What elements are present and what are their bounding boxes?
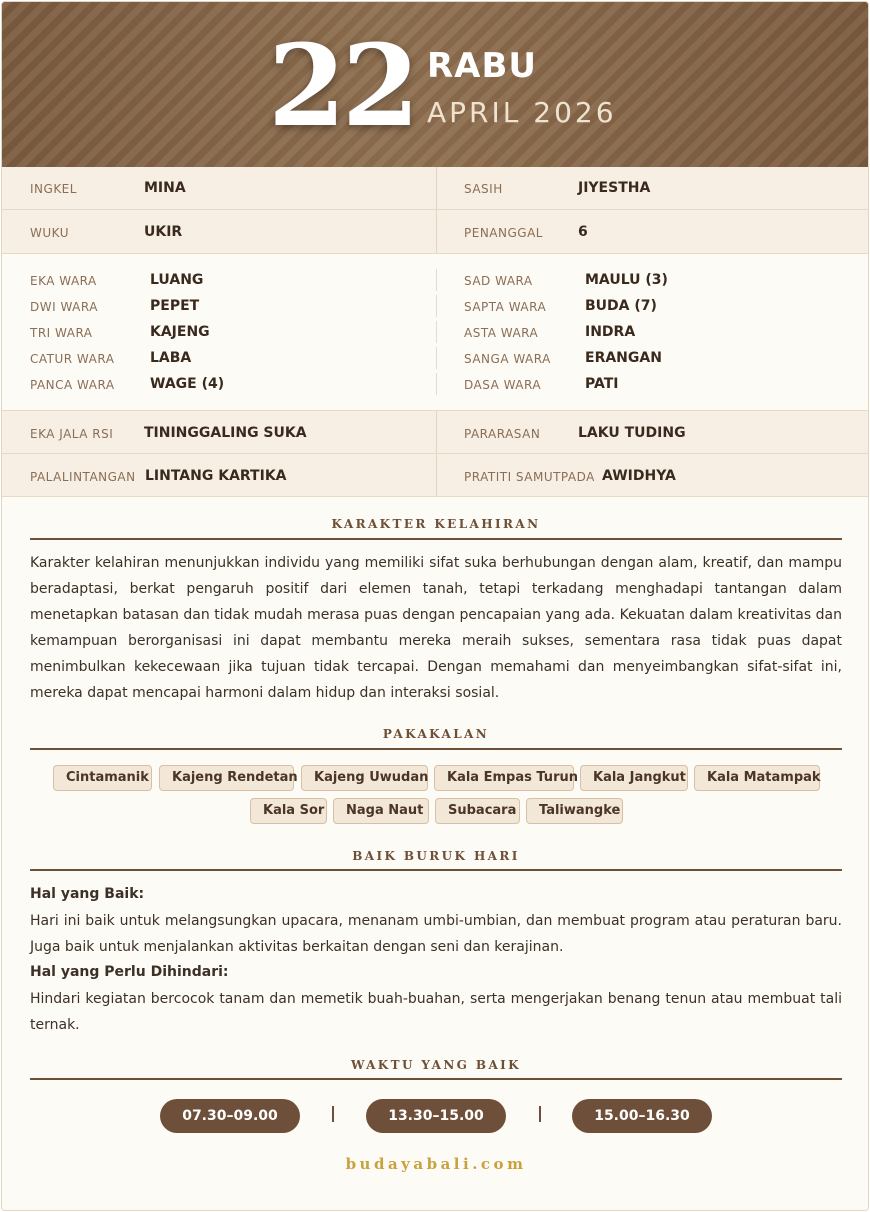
waktu-title: WAKTU YANG BAIK <box>350 1058 522 1072</box>
good-text: Hari ini baik untuk melangsungkan upacara, menanam umbi-umbian, dan membuat program atau peraturan baru. Juga baik untuk menjalankan aktivitas berkaitan dengan seni dan kerajinan. <box>30 913 842 955</box>
pakakalan-tag: Subacara <box>435 798 520 824</box>
wara-divider <box>436 321 437 343</box>
wara-value: PATI <box>585 376 619 392</box>
wara-value: ERANGAN <box>585 350 662 366</box>
palalintangan-label: PALALINTANGAN <box>30 470 136 484</box>
karakter-text: Karakter kelahiran menunjukkan individu yang memiliki sifat suka berhubungan dengan alam, kreatif, dan mampu beradaptasi, berkat pengaruh positif dari elemen tanah, tetapi terkadang menghadapi tantangan dalam menetapkan batasan dan tidak mudah merasa puas dengan pencapaian yang ada. Kekuatan dalam kreativitas dan kemampuan berorganisasi ini dapat membantu mereka meraih sukses, sementara rasa tidak puas dapat menimbulkan kekecewaan jika tujuan tidak tercapai. Dengan memahami dan menyeimbangkan sifat-sifat ini, mereka dapat mencapai harmoni dalam hidup dan interaksi sosial. <box>30 555 842 701</box>
ingkel-value: MINA <box>144 180 186 196</box>
eka-jala-rsi-label: EKA JALA RSI <box>30 427 114 441</box>
pararasan-label: PARARASAN <box>464 427 541 441</box>
pakakalan-tag: Kajeng Rendetan <box>159 765 294 791</box>
wara-label: DASA WARA <box>464 378 542 392</box>
wara-label: SAPTA WARA <box>464 300 547 314</box>
eka-jala-rsi-value: TININGGALING SUKA <box>144 425 307 441</box>
wara-value: MAULU (3) <box>585 272 668 288</box>
ingkel-label: INGKEL <box>30 182 77 196</box>
wara-value: LUANG <box>150 272 204 288</box>
palalintangan-value: LINTANG KARTIKA <box>145 468 287 484</box>
baik-buruk-title: BAIK BURUK HARI <box>352 849 520 863</box>
pakakalan-tag: Kala Jangkut <box>580 765 688 791</box>
info-row-ekajalarsi-pararasan <box>2 411 869 454</box>
section-rule <box>30 538 842 540</box>
wara-value: PEPET <box>150 298 200 314</box>
month-year: APRIL 2026 <box>427 96 617 129</box>
section-rule <box>30 1078 842 1080</box>
pakakalan-tag: Kala Empas Turun <box>434 765 574 791</box>
info-row-palalintangan-pratiti <box>2 454 869 497</box>
sasih-label: SASIH <box>464 182 503 196</box>
time-separator <box>539 1106 541 1122</box>
pakakalan-tag: Kala Matampak <box>694 765 820 791</box>
wara-label: CATUR WARA <box>30 352 115 366</box>
pakakalan-title: PAKAKALAN <box>382 727 490 741</box>
wara-divider <box>436 373 437 395</box>
pratiti-samutpada-label: PRATITI SAMUTPADA <box>464 470 595 484</box>
karakter-title: KARAKTER KELAHIRAN <box>331 517 541 531</box>
wara-label: TRI WARA <box>30 326 93 340</box>
penanggal-label: PENANGGAL <box>464 226 543 240</box>
wara-label: SAD WARA <box>464 274 533 288</box>
time-slot: 07.30–09.00 <box>160 1099 300 1133</box>
wara-value: BUDA (7) <box>585 298 657 314</box>
date-header <box>2 2 869 167</box>
time-slot: 15.00–16.30 <box>572 1099 712 1133</box>
wara-label: ASTA WARA <box>464 326 539 340</box>
avoid-text: Hindari kegiatan bercocok tanam dan memetik buah-buahan, serta mengerjakan benang tenun atau membuat tali ternak. <box>30 991 842 1033</box>
wara-label: PANCA WARA <box>30 378 115 392</box>
day-number: 22 <box>268 21 416 152</box>
day-name: RABU <box>427 46 538 86</box>
column-divider <box>436 167 437 209</box>
wara-divider <box>436 295 437 317</box>
pakakalan-tag: Kala Sor <box>250 798 327 824</box>
wara-value: LABA <box>150 350 192 366</box>
wara-label: DWI WARA <box>30 300 98 314</box>
time-separator <box>332 1106 334 1122</box>
column-divider <box>436 210 437 253</box>
pakakalan-tag: Naga Naut <box>333 798 429 824</box>
wuku-value: UKIR <box>144 224 183 240</box>
section-rule <box>30 869 842 871</box>
column-divider <box>436 411 437 453</box>
section-rule <box>30 748 842 750</box>
good-heading: Hal yang Baik: <box>30 886 145 902</box>
pararasan-value: LAKU TUDING <box>578 425 686 441</box>
column-divider <box>436 454 437 496</box>
pakakalan-tag: Kajeng Uwudan <box>301 765 428 791</box>
wara-value: WAGE (4) <box>150 376 225 392</box>
site-footer: budayabali.com <box>345 1155 527 1173</box>
sasih-value: JIYESTHA <box>578 180 651 196</box>
wara-divider <box>436 347 437 369</box>
wara-label: SANGA WARA <box>464 352 551 366</box>
wara-list <box>2 254 869 411</box>
pratiti-samutpada-value: AWIDHYA <box>602 468 676 484</box>
wara-value: KAJENG <box>150 324 210 340</box>
wara-label: EKA WARA <box>30 274 97 288</box>
penanggal-value: 6 <box>578 224 588 240</box>
wara-divider <box>436 269 437 291</box>
avoid-heading: Hal yang Perlu Dihindari: <box>30 964 229 980</box>
wara-value: INDRA <box>585 324 636 340</box>
time-slot: 13.30–15.00 <box>366 1099 506 1133</box>
pakakalan-tag: Cintamanik <box>53 765 152 791</box>
wuku-label: WUKU <box>30 226 69 240</box>
info-row-ingkel-sasih <box>2 167 869 210</box>
pakakalan-tag: Taliwangke <box>526 798 623 824</box>
info-row-wuku-penanggal <box>2 210 869 254</box>
calendar-card <box>1 1 869 1211</box>
